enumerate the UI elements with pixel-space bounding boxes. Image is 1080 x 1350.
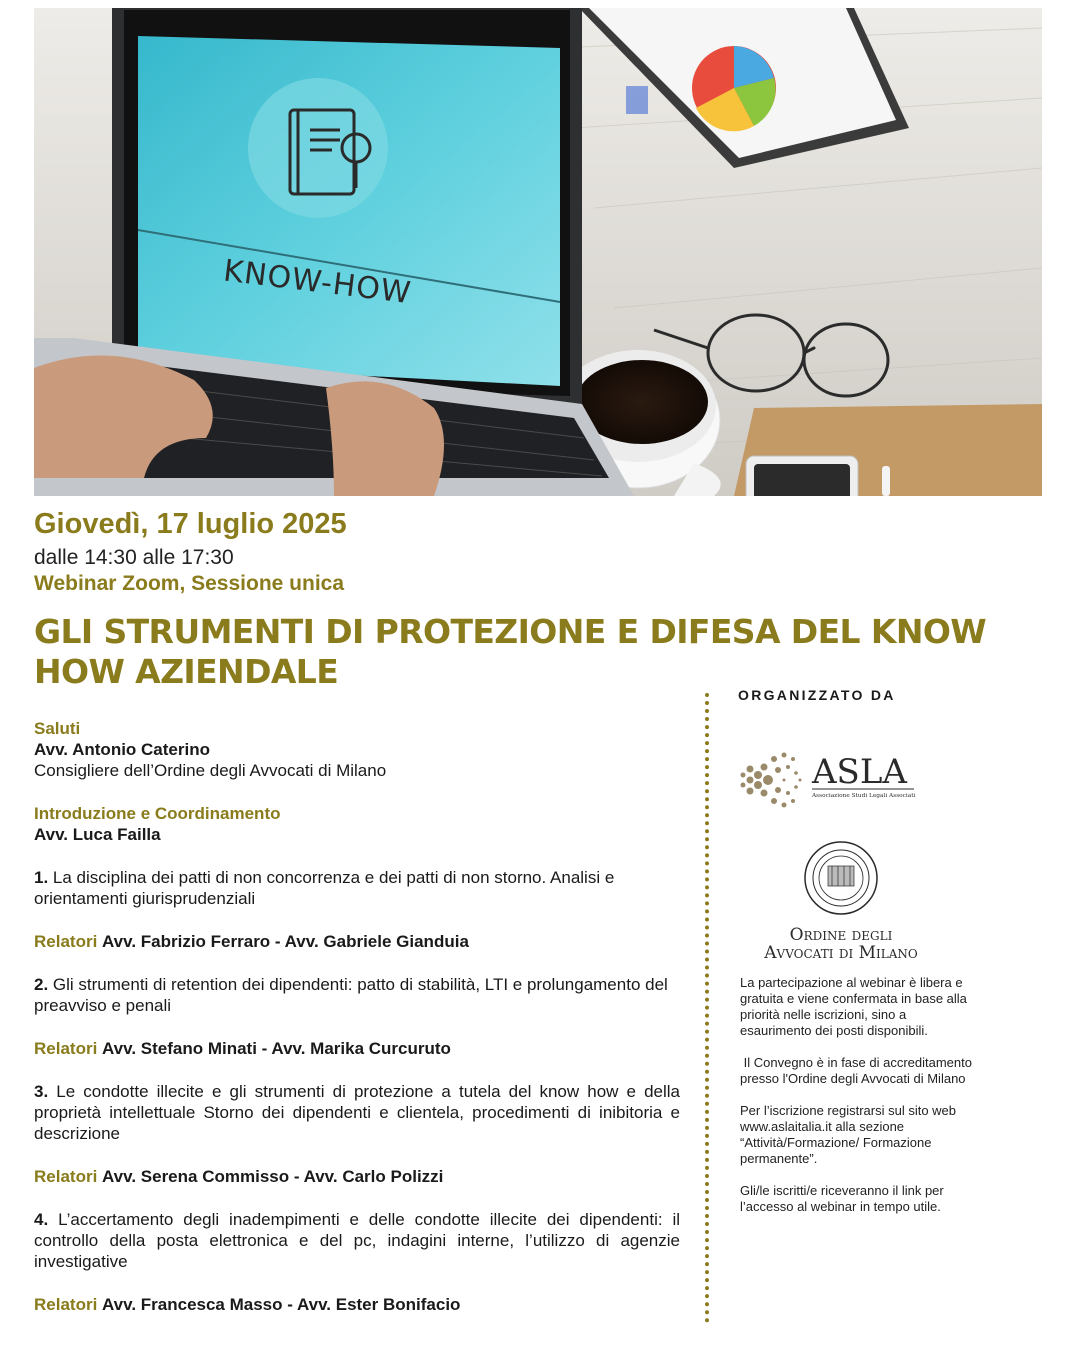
session-item-1 <box>34 867 680 909</box>
saluti-role: Consigliere dell’Ordine degli Avvocati di Milano <box>34 761 387 780</box>
screen-know-how-text: KNOW-HOW <box>221 253 414 312</box>
speaker-names: Avv. Francesca Masso - Avv. Ester Bonifacio <box>102 1295 461 1314</box>
relatori-label: Relatori <box>34 1039 98 1058</box>
organized-by-label: ORGANIZZATO DA <box>738 687 896 703</box>
relatori-label: Relatori <box>34 932 98 951</box>
session-item-4 <box>34 1209 680 1272</box>
info-paragraph-participation: La partecipazione al webinar è libera e gratuita e viene confermata in base alla priorità nelle iscrizioni, sino a esaurimento dei posti disponibili. <box>740 975 967 1038</box>
info-text <box>740 975 976 1231</box>
dotted-divider <box>705 693 709 1323</box>
session-speakers-3 <box>34 1166 680 1187</box>
session-item-text: La disciplina dei patti di non concorrenza e dei patti di non storno. Analisi e orientamenti giurisprudenziali <box>34 868 615 908</box>
session-item-number: 4. <box>34 1210 49 1229</box>
session-item-number: 1. <box>34 868 49 887</box>
session-item-text: Le condotte illecite e gli strumenti di protezione a tutela del know how e della proprietà intellettuale Storno dei dipendenti e clientela, procedimenti di inibitoria e descrizione <box>34 1082 680 1143</box>
asla-logo-name: ASLA <box>812 752 907 792</box>
session-item-text: Gli strumenti di retention dei dipendenti: patto di stabilità, LTI e prolungamento del preavviso e penali <box>34 975 668 1015</box>
speaker-names: Avv. Stefano Minati - Avv. Marika Curcuruto <box>102 1039 451 1058</box>
program-column <box>34 718 680 1315</box>
info-paragraph-link: Gli/le iscritti/e riceveranno il link per l’accesso al webinar in tempo utile. <box>740 1183 944 1214</box>
event-time: dalle 14:30 alle 17:30 <box>34 546 234 569</box>
relatori-label: Relatori <box>34 1295 98 1314</box>
speaker-names: Avv. Serena Commisso - Avv. Carlo Polizzi <box>102 1167 444 1186</box>
ordine-logo-line2: Avvocati di Milano <box>764 943 918 962</box>
relatori-label: Relatori <box>34 1167 98 1186</box>
asla-logo-subtitle: Associazione Studi Legali Associati <box>812 793 916 799</box>
session-item-2 <box>34 974 680 1016</box>
event-title: GLI STRUMENTI DI PROTEZIONE E DIFESA DEL KNOW HOW AZIENDALE <box>34 612 987 691</box>
session-speakers-4 <box>34 1294 680 1315</box>
info-paragraph-registration: Per l’iscrizione registrarsi sul sito web www.aslaitalia.it alla sezione “Attività/Formazione/ Formazione permanente”. <box>740 1103 957 1166</box>
ordine-avvocati-logo <box>740 836 940 962</box>
intro-speaker: Avv. Luca Failla <box>34 825 161 844</box>
notebook-photo <box>734 404 1042 496</box>
session-speakers-1 <box>34 931 680 952</box>
speaker-names: Avv. Fabrizio Ferraro - Avv. Gabriele Gianduia <box>102 932 469 951</box>
hero-illustration <box>34 8 1042 496</box>
info-paragraph-accreditation: Il Convegno è in fase di accreditamento presso l'Ordine degli Avvocati di Milano <box>740 1055 976 1086</box>
laptop-photo <box>34 8 634 496</box>
intro-label: Introduzione e Coordinamento <box>34 804 281 823</box>
saluti-label: Saluti <box>34 719 81 738</box>
saluti-speaker: Avv. Antonio Caterino <box>34 740 210 759</box>
event-date: Giovedì, 17 luglio 2025 <box>34 508 347 540</box>
session-item-text: L’accertamento degli inadempimenti e delle condotte illecite dei dipendenti: il controllo della posta elettronica e del pc, indagini interne, l’utilizzo di agenzie investigative <box>34 1210 680 1271</box>
asla-logo <box>738 745 928 815</box>
hero-photo <box>34 8 1042 496</box>
ordine-logo-line1: Ordine degli <box>789 925 893 945</box>
event-session: Webinar Zoom, Sessione unica <box>34 572 345 595</box>
session-item-3 <box>34 1081 680 1144</box>
session-speakers-2 <box>34 1038 680 1059</box>
session-item-number: 3. <box>34 1082 49 1101</box>
session-item-number: 2. <box>34 975 49 994</box>
